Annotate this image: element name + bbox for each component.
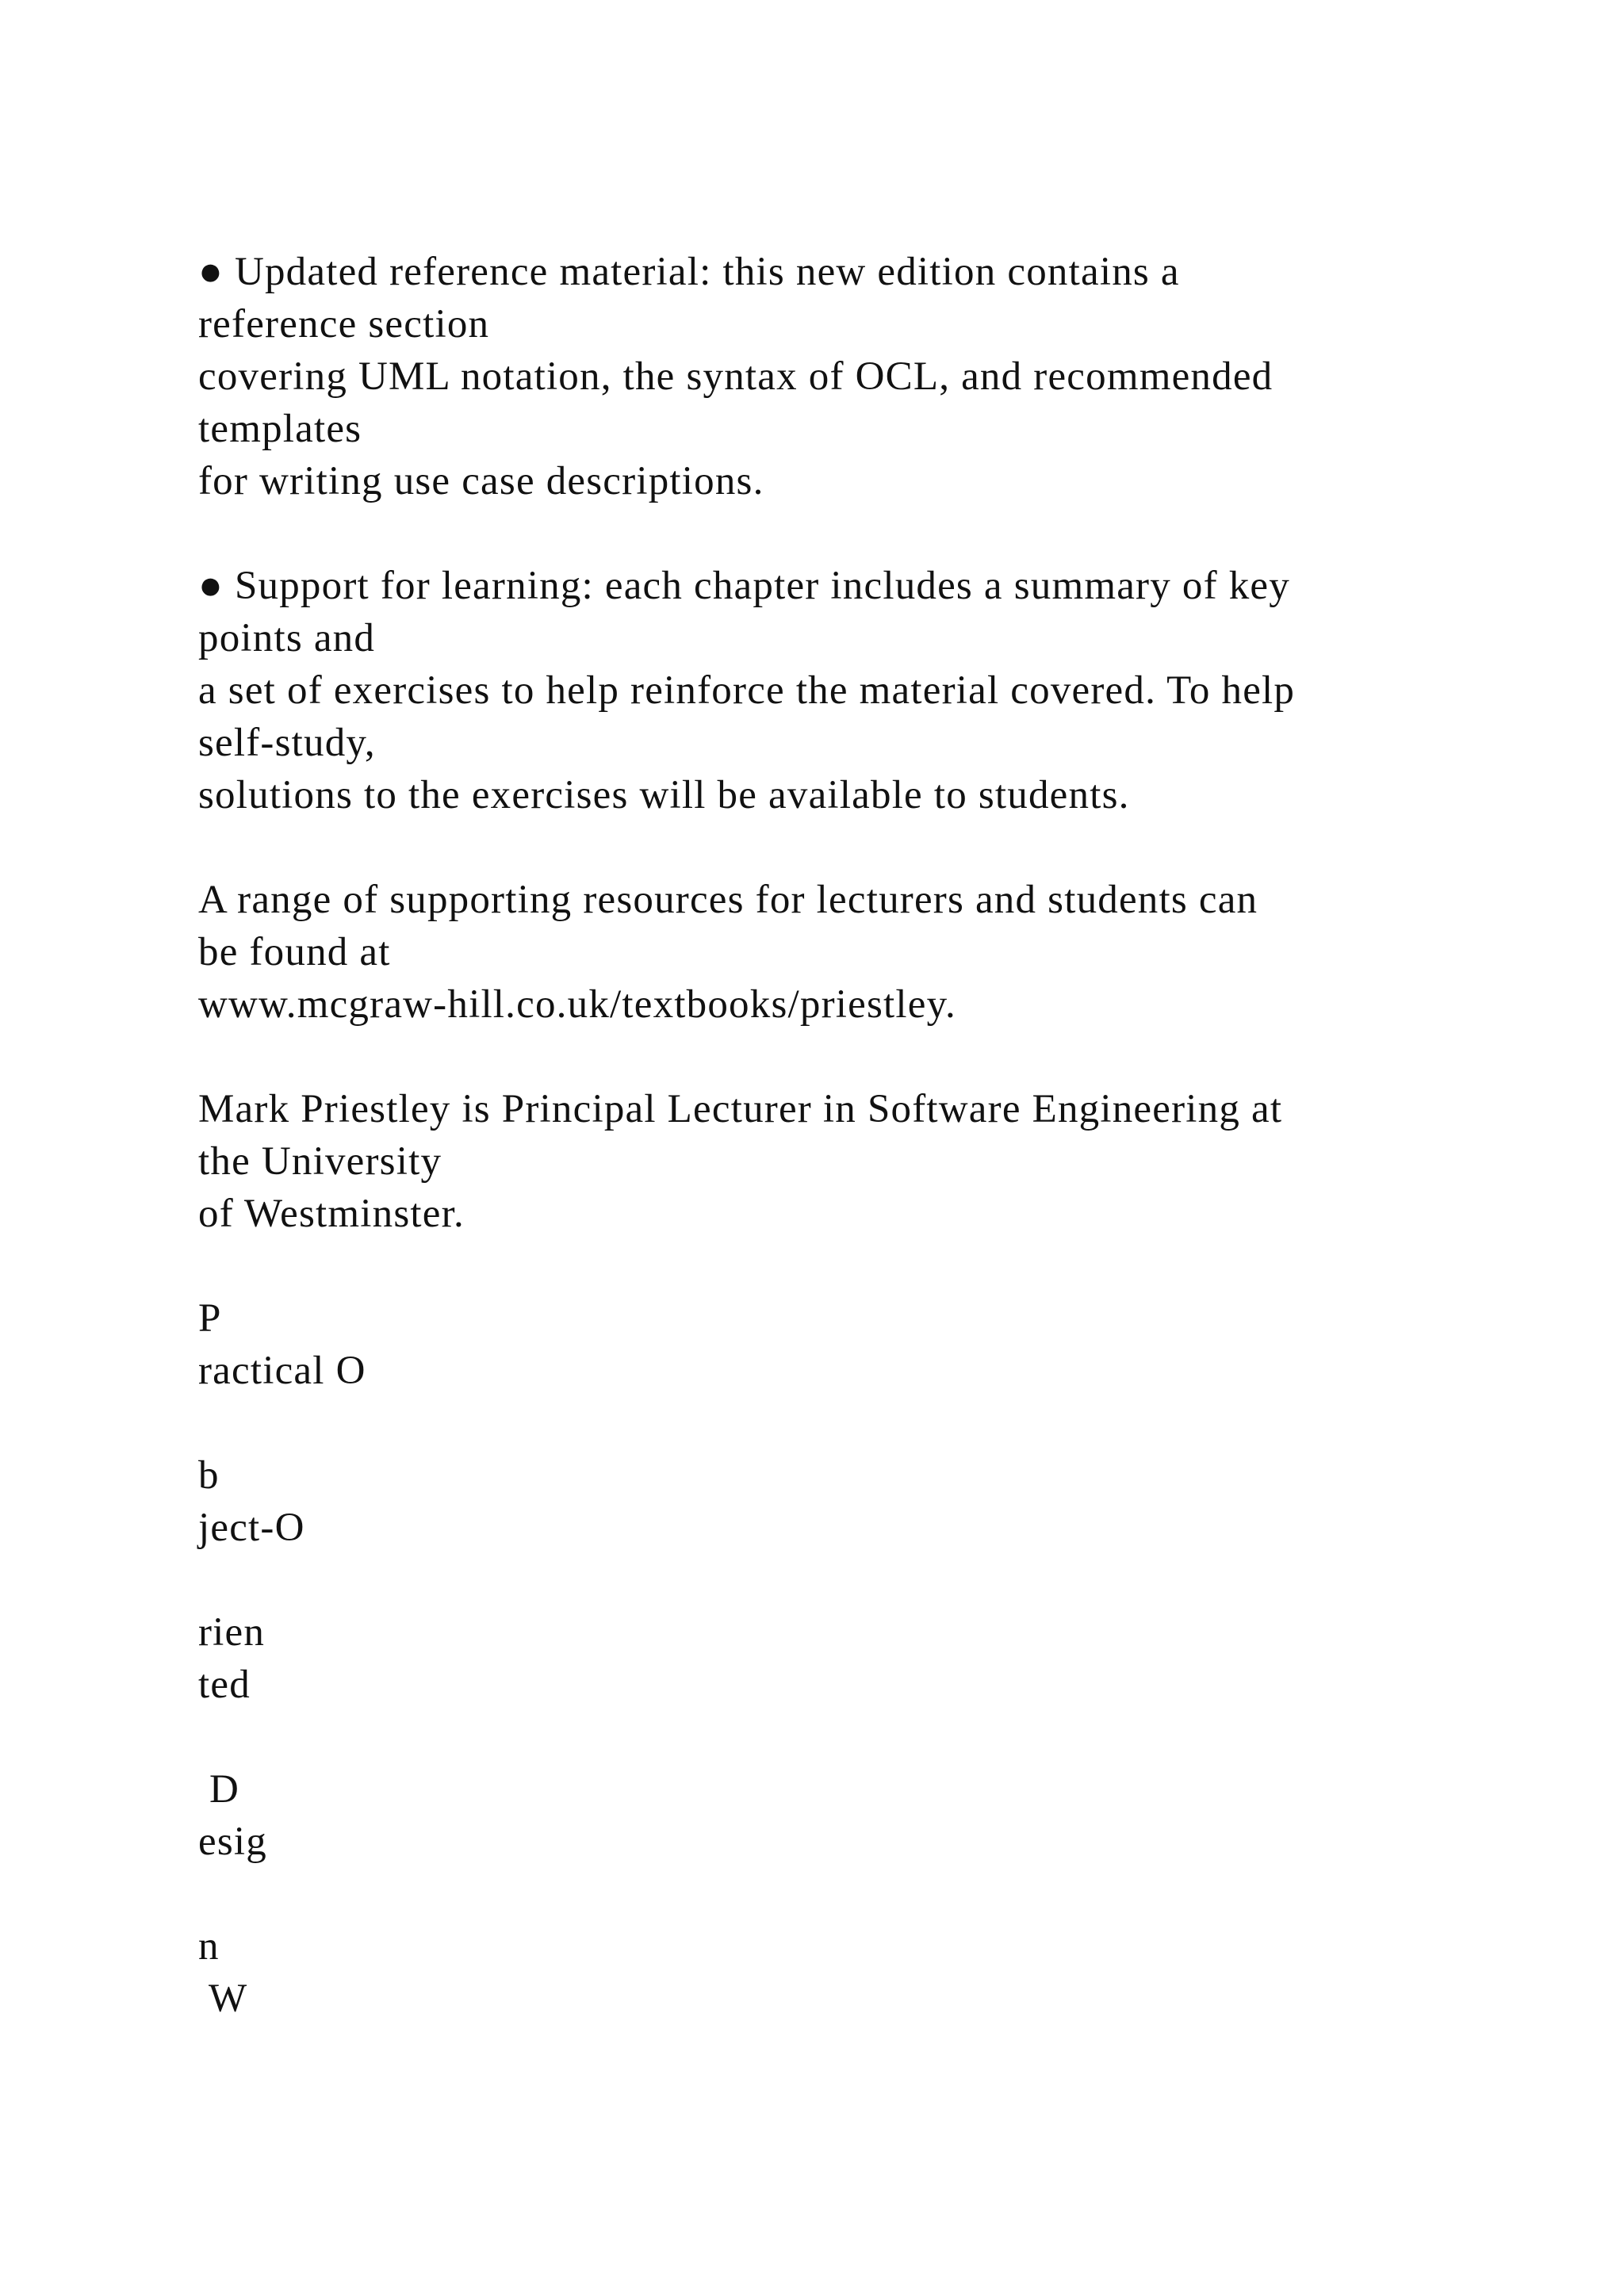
text-line: the University	[198, 1139, 442, 1184]
resource-url: www.mcgraw-hill.co.uk/textbooks/priestley.	[198, 982, 956, 1027]
text-line: esig	[198, 1820, 267, 1864]
title-fragment	[198, 1449, 1546, 1554]
text-line: templates	[198, 407, 362, 451]
text-line: A range of supporting resources for lecturers and students can	[198, 878, 1258, 922]
document-body	[198, 246, 1546, 2025]
paragraph-gap	[198, 1711, 1546, 1763]
text-line: rien	[198, 1610, 266, 1655]
text-line: self-study,	[198, 721, 376, 765]
paragraph-gap	[198, 1240, 1546, 1292]
paragraph-support-for-learning	[198, 560, 1546, 821]
text-line: be found at	[198, 930, 391, 974]
text-line: ractical O	[198, 1349, 366, 1393]
paragraph-gap	[198, 821, 1546, 874]
text-line: W	[198, 1976, 248, 2021]
paragraph-gap	[198, 1397, 1546, 1449]
paragraph-gap	[198, 1868, 1546, 1920]
paragraph-updated-reference	[198, 246, 1546, 507]
text-line: reference section	[198, 302, 490, 346]
text-line: b	[198, 1453, 220, 1498]
text-line: P	[198, 1296, 222, 1341]
title-fragment	[198, 1292, 1546, 1397]
text-line: n	[198, 1924, 220, 1969]
text-line: points and	[198, 616, 376, 660]
title-fragment	[198, 1606, 1546, 1711]
text-line: Mark Priestley is Principal Lecturer in Software Engineering at	[198, 1087, 1283, 1131]
text-line: a set of exercises to help reinforce the material covered. To help	[198, 668, 1296, 713]
title-fragment	[198, 1920, 1546, 2025]
text-line: D	[198, 1767, 239, 1812]
paragraph-author-bio	[198, 1083, 1546, 1240]
paragraph-gap	[198, 1554, 1546, 1606]
text-line: for writing use case descriptions.	[198, 459, 764, 503]
text-line: ● Updated reference material: this new edition contains a	[198, 250, 1180, 294]
title-fragment	[198, 1763, 1546, 1868]
paragraph-gap	[198, 1031, 1546, 1083]
text-line: ject-O	[198, 1506, 305, 1550]
paragraph-supporting-resources	[198, 874, 1546, 1031]
text-line: solutions to the exercises will be available to students.	[198, 773, 1130, 817]
text-line: ● Support for learning: each chapter includes a summary of key	[198, 564, 1290, 608]
text-line: ted	[198, 1663, 251, 1707]
paragraph-gap	[198, 507, 1546, 560]
text-line: covering UML notation, the syntax of OCL, and recommended	[198, 354, 1274, 399]
text-line: of Westminster.	[198, 1192, 465, 1236]
